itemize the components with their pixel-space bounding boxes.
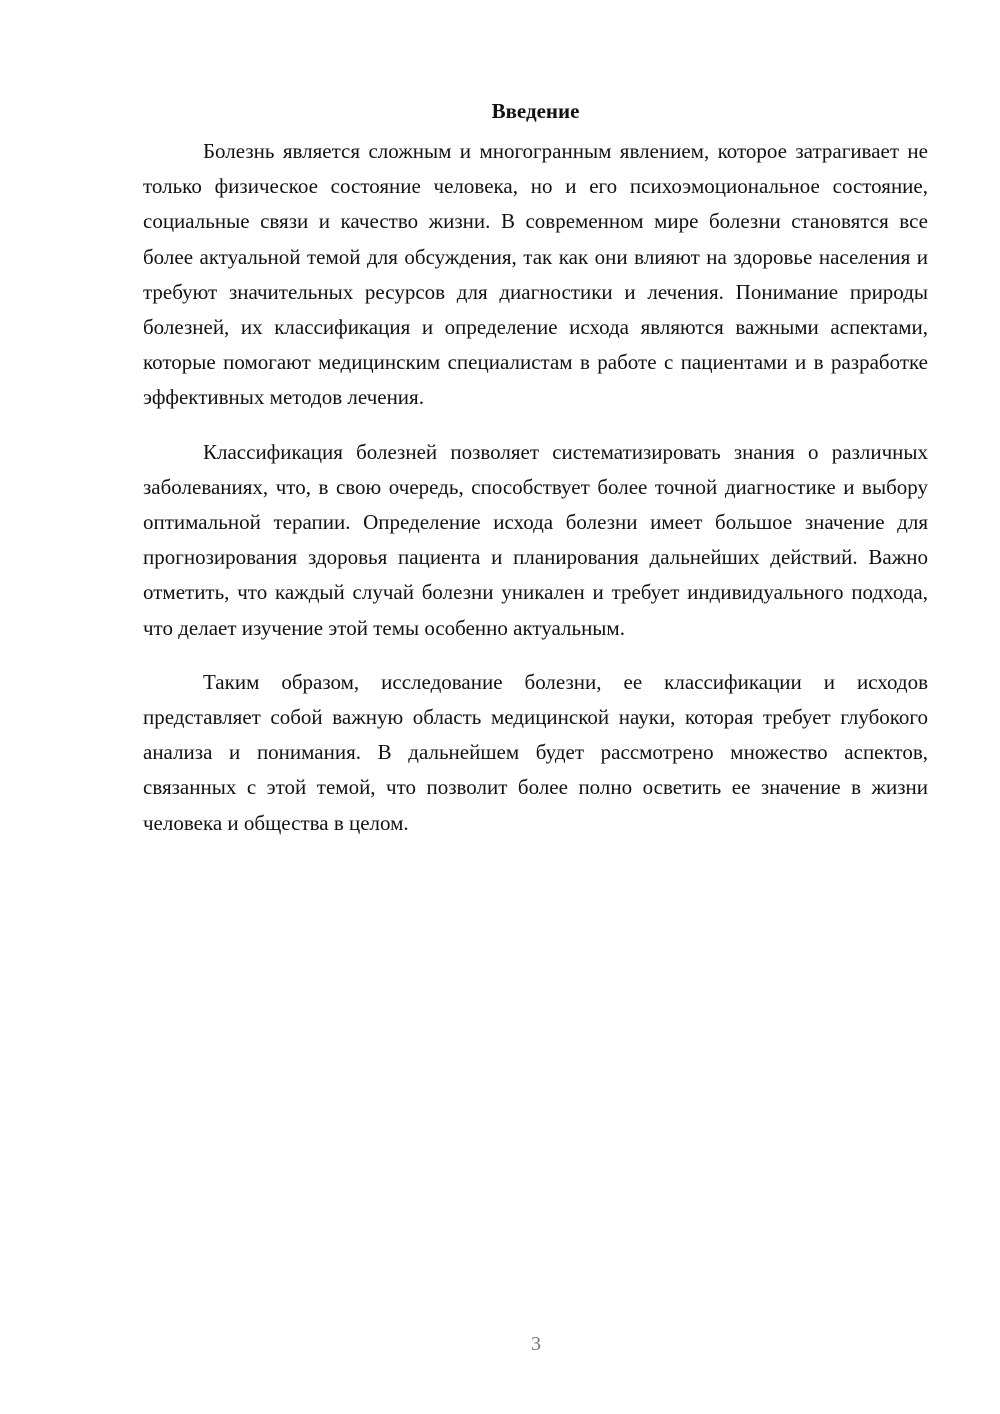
page-number: 3: [531, 1333, 541, 1355]
paragraph-3: Таким образом, исследование болезни, ее классификации и исходов представляет собой важную область медицинской науки, которая требует глубокого анализа и понимания. В дальнейшем будет рассмотрено множество аспектов, связанных с этой темой, что позволит более полно осветить ее значение в жизни человека и общества в целом.: [143, 669, 928, 835]
paragraph-2: Классификация болезней позволяет систематизировать знания о различных заболеваниях, что, в свою очередь, способствует более точной диагностике и выбору оптимальной терапии. Определение исхода болезни имеет большое значение для прогнозирования здоровья пациента и планирования дальнейших действий. Важно отметить, что каждый случай болезни уникален и требует индивидуального подхода, что делает изучение этой темы особенно актуальным.: [143, 439, 928, 640]
section-title: Введение: [491, 99, 580, 123]
page-content: [143, 96, 928, 860]
paragraph-1: Болезнь является сложным и многогранным явлением, которое затрагивает не только физическое состояние человека, но и его психоэмоциональное состояние, социальные связи и качество жизни. В современном мире болезни становятся все более актуальной темой для обсуждения, так как они влияют на здоровье населения и требуют значительных ресурсов для диагностики и лечения. Понимание природы болезней, их классификация и определение исхода являются важными аспектами, которые помогают медицинским специалистам в работе с пациентами и в разработке эффективных методов лечения.: [143, 139, 928, 410]
